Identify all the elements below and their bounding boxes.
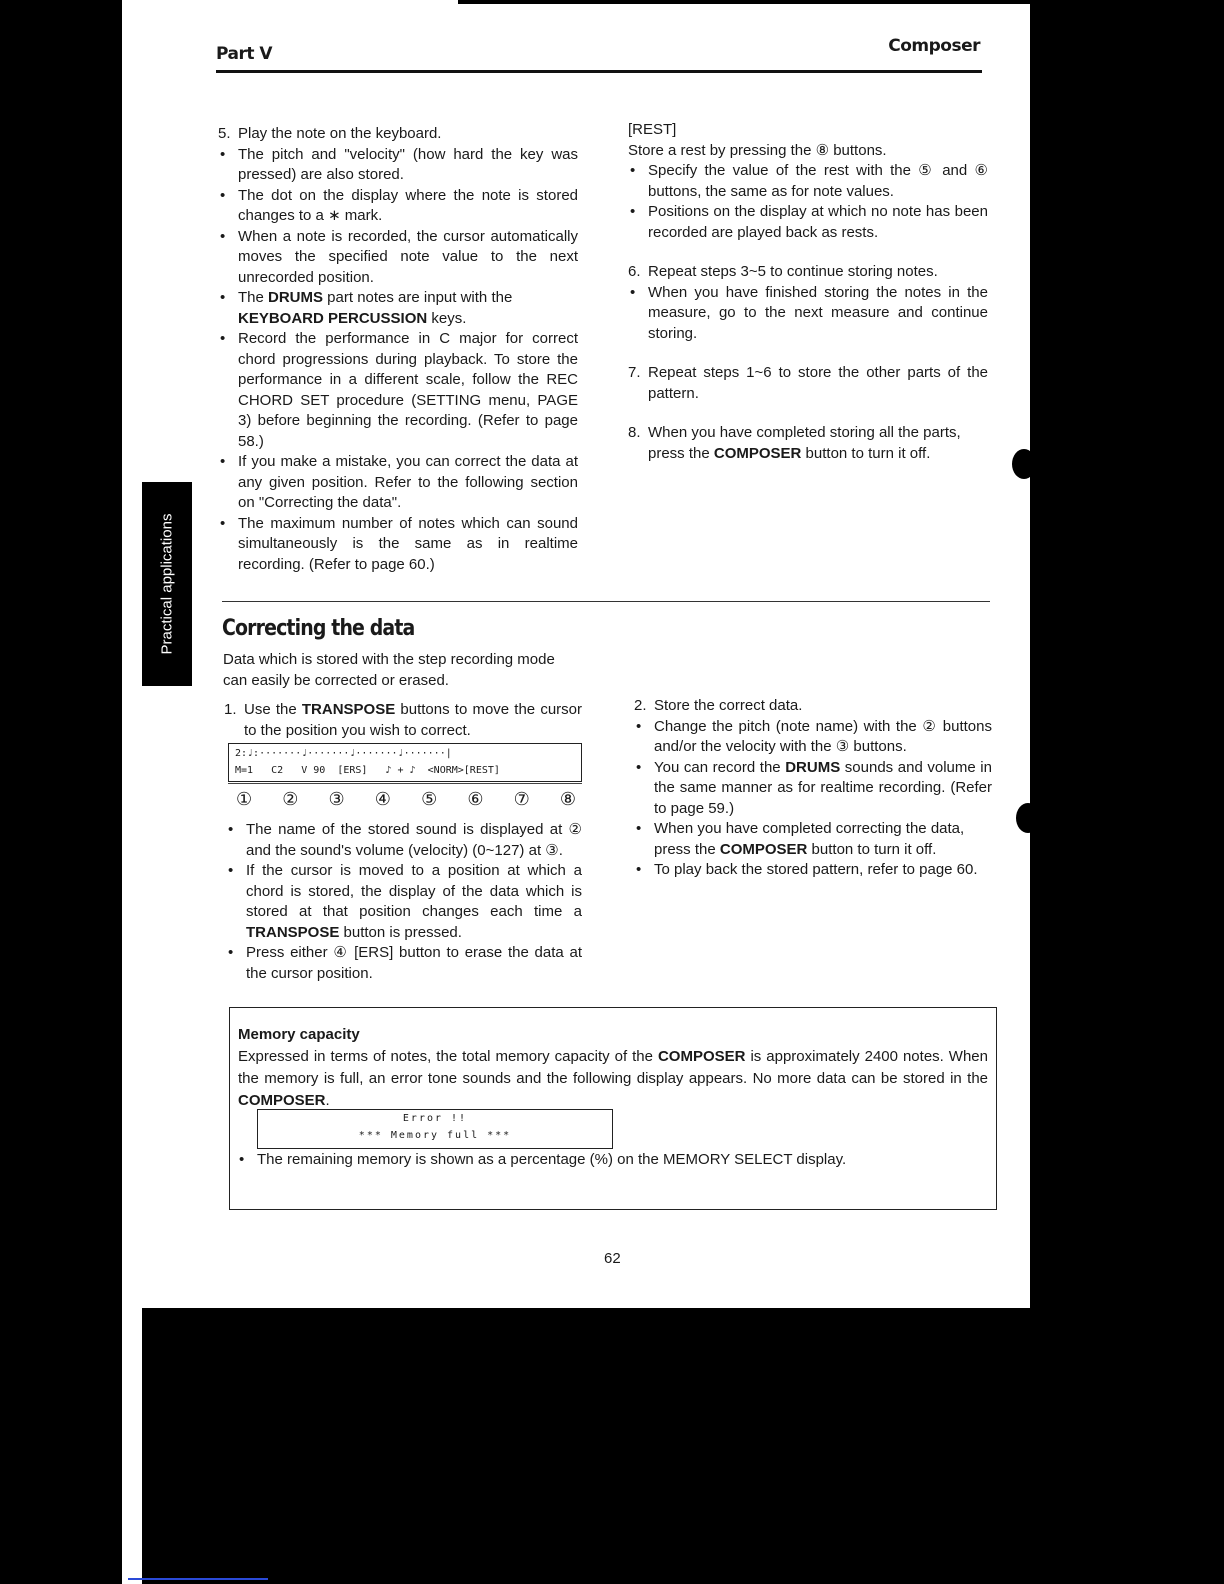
list-item: • The pitch and "velocity" (how hard the key was pressed) are also stored. <box>218 145 578 186</box>
right-top-column <box>628 120 988 464</box>
section-divider <box>222 601 990 602</box>
list-item: • If you make a mistake, you can correct the data at any given position. Refer to the following section on "Correcting the data". <box>218 452 578 514</box>
list-item: • The name of the stored sound is displayed at ② and the sound's volume (velocity) (0~127) at ③. <box>226 820 582 861</box>
list-item: • The maximum number of notes which can sound simultaneously is the same as in realtime recording. (Refer to page 60.) <box>218 514 578 576</box>
step-8: 8. When you have completed storing all the parts, press the COMPOSER button to turn it off. <box>628 424 961 462</box>
list-item: • Record the performance in C major for correct chord progressions during playback. To store the performance in a different scale, follow the REC CHORD SET procedure (SETTING menu, PAGE 3) before beginning the recording. (Refer to page 58.) <box>218 329 578 452</box>
scan-left-edge <box>122 0 142 1584</box>
list-item: • The DRUMS part notes are input with the KEYBOARD PERCUSSION keys. <box>218 288 578 329</box>
memory-note: • The remaining memory is shown as a percentage (%) on the MEMORY SELECT display. <box>237 1151 846 1168</box>
header-part: Part V <box>216 44 273 64</box>
rest-text: Store a rest by pressing the ⑧ buttons. <box>628 141 887 159</box>
button-number: ① <box>236 789 253 809</box>
step-7: 7. Repeat steps 1~6 to store the other parts of the pattern. <box>628 364 988 402</box>
memory-text: Expressed in terms of notes, the total memory capacity of the COMPOSER is approximately 2400 notes. When the memory is full, an error tone sounds and the following display appears. No more data can be stored in the COMPOSER. <box>238 1048 988 1109</box>
section-intro: Data which is stored with the step recording mode can easily be corrected or erased. <box>223 651 555 689</box>
list-item: • Press either ④ [ERS] button to erase the data at the cursor position. <box>226 943 582 984</box>
button-number: ③ <box>328 789 345 809</box>
list-item: • Positions on the display at which no note has been recorded are played back as rests. <box>628 202 988 243</box>
button-number: ⑤ <box>421 789 438 809</box>
list-item: • When you have completed correcting the data, press the COMPOSER button to turn it off. <box>634 819 992 860</box>
error-line-2: *** Memory full *** <box>358 1130 512 1141</box>
error-display <box>257 1109 613 1149</box>
left-bottom-column <box>224 700 582 741</box>
lcd-line-1: 2:♩:·······♩·······♩·······♩·······| <box>235 748 452 759</box>
side-tab-label: Practical applications <box>158 513 176 655</box>
step-1: 1. Use the TRANSPOSE buttons to move the cursor to the position you wish to correct. <box>224 701 582 739</box>
header-rule <box>216 70 982 73</box>
lcd-display <box>228 743 582 782</box>
button-number: ② <box>282 789 299 809</box>
step-2: 2. Store the correct data. <box>634 697 803 714</box>
left-bottom-bullets <box>226 820 582 984</box>
step-6: 6. Repeat steps 3~5 to continue storing notes. <box>628 263 938 280</box>
list-item: • You can record the DRUMS sounds and volume in the same manner as for realtime recording. (Refer to page 59.) <box>634 758 992 820</box>
list-item: • The dot on the display where the note is stored changes to a ∗ mark. <box>218 186 578 227</box>
list-item: • When a note is recorded, the cursor automatically moves the specified note value to the next unrecorded position. <box>218 227 578 289</box>
list-item: • If the cursor is moved to a position at which a chord is stored, the display of the data which is stored at that position changes each time a TRANSPOSE button is pressed. <box>226 861 582 943</box>
list-item: • Change the pitch (note name) with the ② buttons and/or the velocity with the ③ buttons. <box>634 717 992 758</box>
page-number: 62 <box>604 1250 621 1267</box>
list-item: • To play back the stored pattern, refer to page 60. <box>634 860 992 881</box>
lcd-line-2: M=1 C2 V 90 [ERS] ♪ + ♪ <NORM>[REST] <box>235 765 500 776</box>
step-5: 5. Play the note on the keyboard. <box>218 125 442 142</box>
side-tab <box>142 482 192 686</box>
button-number: ⑥ <box>467 789 484 809</box>
button-number: ⑧ <box>559 789 576 809</box>
lcd-underline <box>228 783 582 784</box>
list-item: • Specify the value of the rest with the ⑤ and ⑥ buttons, the same as for note values. <box>628 161 988 202</box>
right-bottom-column <box>634 696 992 881</box>
button-number: ④ <box>374 789 391 809</box>
button-number-row <box>236 789 576 810</box>
header-chapter: Composer <box>888 36 980 56</box>
memory-title: Memory capacity <box>238 1026 360 1043</box>
left-top-column <box>218 124 578 575</box>
punch-hole-mark <box>1016 803 1040 833</box>
punch-hole-mark <box>1012 449 1036 479</box>
error-line-1: Error !! <box>402 1113 468 1124</box>
list-item: • When you have finished storing the notes in the measure, go to the next measure and continue storing. <box>628 283 988 345</box>
section-title: Correcting the data <box>222 616 415 641</box>
button-number: ⑦ <box>513 789 530 809</box>
scan-artifact-line <box>128 1578 268 1580</box>
rest-heading: [REST] <box>628 121 677 138</box>
